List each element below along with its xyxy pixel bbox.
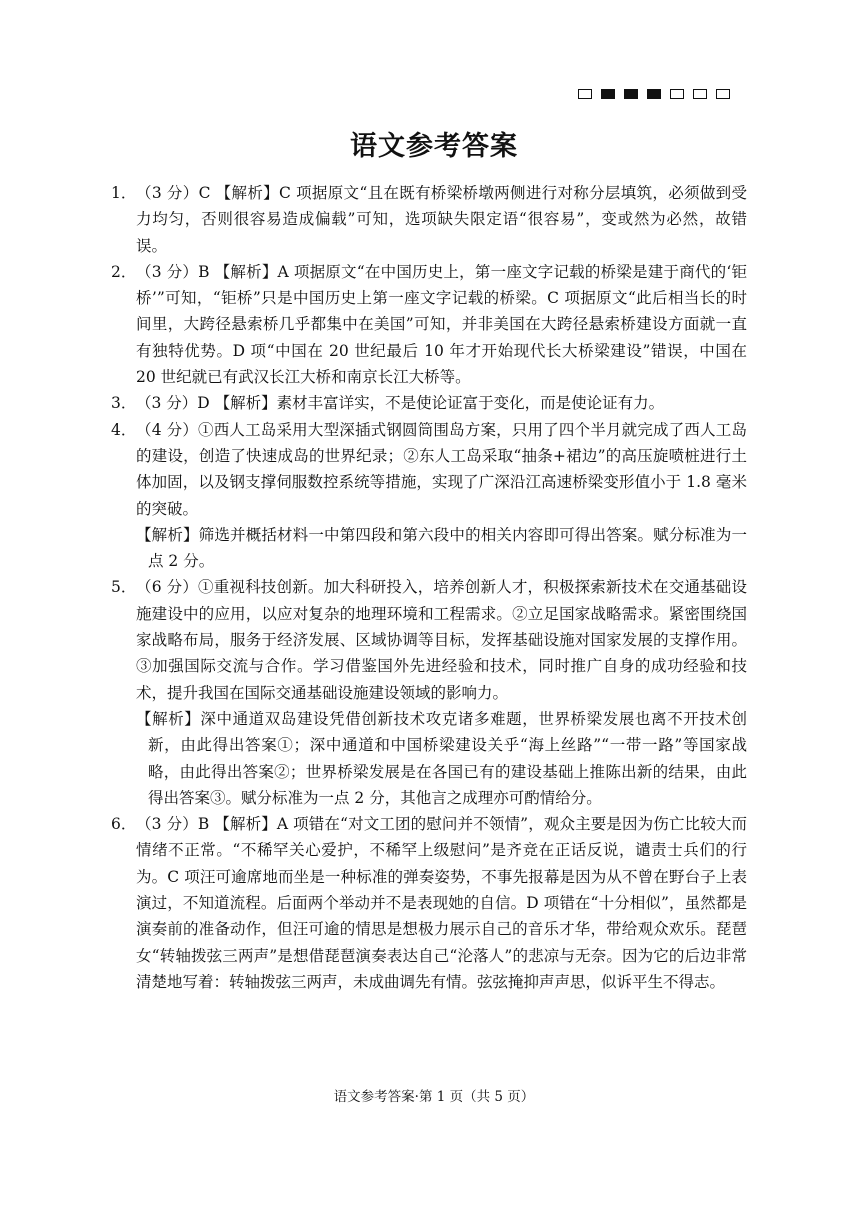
answer-item-2 [111,259,747,390]
answer-item-1 [111,180,747,259]
item-text: （4 分）①西人工岛采用大型深插式钢圆筒围岛方案，只用了四个半月就完成了西人工岛的建设，创造了快速成岛的世界纪录；②东人工岛采取“抽条+裙边”的高压旋喷桩进行土体加固，以及钢支撑伺服数控系统等措施，实现了广深沿江高速桥梁变形值小于 1.8 毫米的突破。 [136,420,747,518]
analysis-text: 【解析】深中通道双岛建设凭借创新技术攻克诸多难题，世界桥梁发展也离不开技术创新，由此得出答案①；深中通道和中国桥梁建设关乎“海上丝路”“一带一路”等国家战略，由此得出答案②；世界桥梁发展是在各国已有的建设基础上推陈出新的结果，由此得出答案③。赋分标准为一点 2 分，其他言之成理亦可酌情给分。 [136,709,747,807]
header-mark [601,89,615,99]
answer-item-5 [111,574,747,705]
item-analysis-4 [111,522,747,575]
answer-item-4 [111,417,747,522]
item-analysis-5 [111,706,747,811]
header-mark [693,89,707,99]
answer-list [111,180,747,995]
header-mark [670,89,684,99]
item-number: 2． [111,262,137,281]
page-title: 语文参考答案 [350,131,518,162]
item-number: 6． [111,815,137,834]
item-text: （6 分）①重视科技创新。加大科研投入，培养创新人才，积极探索新技术在交通基础设施建设中的应用，以应对复杂的地理环境和工程需求。②立足国家战略需求。紧密围绕国家战略布局，服务于经济发展、区域协调等目标，发挥基础设施对国家发展的支撑作用。③加强国际交流与合作。学习借鉴国外先进经验和技术，同时推广自身的成功经验和技术，提升我国在国际交通基础设施建设领域的影响力。 [136,578,747,702]
item-text: （3 分）C 【解析】C 项据原文“且在既有桥梁桥墩两侧进行对称分层填筑，必须做到受力均匀，否则很容易造成偏载”可知，选项缺失限定语“很容易”，变或然为必然，故错误。 [136,184,747,255]
analysis-text: 【解析】筛选并概括材料一中第四段和第六段中的相关内容即可得出答案。赋分标准为一点 2 分。 [136,525,747,571]
header-mark [578,89,592,99]
page-footer: 语文参考答案·第 1 页（共 5 页） [333,1089,535,1105]
item-number: 4． [111,420,137,439]
answer-item-3 [111,390,747,416]
item-text: （3 分）B 【解析】A 项错在“对文工团的慰问并不领情”，观众主要是因为伤亡比较大而情绪不正常。“不稀罕关心爱护，不稀罕上级慰问”是齐竞在正话反说，谴责士兵们的行为。C 项汪可逾席地而坐是一种标准的弹奏姿势，不事先报幕是因为从不曾在野台子上表演过，不知道流程。后面两个举动并不是表现她的自信。D 项错在“十分相似”，虽然都是演奏前的准备动作，但汪可逾的情思是想极力展示自己的音乐才华，带给观众欢乐。琵琶女“转轴拨弦三两声”是想借琵琶演奏表达自己“沦落人”的悲凉与无奈。因为它的后边非常清楚地写着：转轴拨弦三两声，未成曲调先有情。弦弦掩抑声声思，似诉平生不得志。 [136,815,747,991]
header-mark [624,89,638,99]
answer-item-6 [111,811,747,995]
header-mark [647,89,661,99]
item-number: 3． [111,394,137,413]
item-number: 5． [111,578,137,597]
header-marks [578,89,730,99]
header-mark [716,89,730,99]
item-text: （3 分）D 【解析】素材丰富详实，不是使论证富于变化，而是使论证有力。 [136,394,665,413]
item-number: 1． [111,184,137,202]
item-text: （3 分）B 【解析】A 项据原文“在中国历史上，第一座文字记载的桥梁是建于商代的‘钜桥’”可知，“钜桥”只是中国历史上第一座文字记载的桥梁。C 项据原文“此后相当长的时间里，大跨径悬索桥几乎都集中在美国”可知，并非美国在大跨径悬索桥建设方面就一直有独特优势。D 项“中国在 20 世纪最后 10 年才开始现代长大桥梁建设”错误，中国在 20 世纪就已有武汉长江大桥和南京长江大桥等。 [136,262,747,387]
